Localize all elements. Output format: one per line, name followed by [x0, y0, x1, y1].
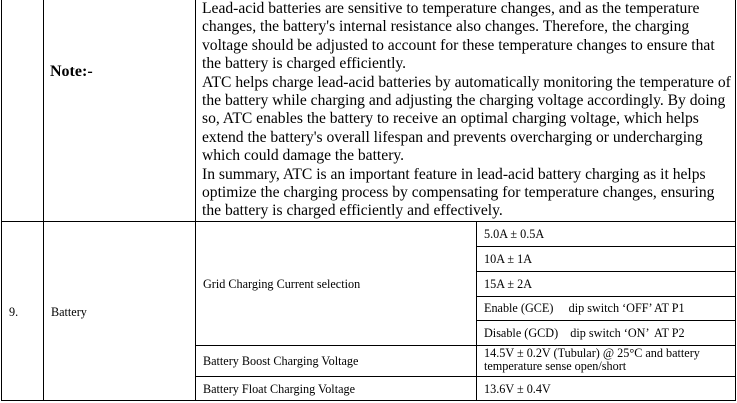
grid-charging-label: Grid Charging Current selection: [203, 277, 361, 291]
grid-option: 5.0A ± 0.5A: [484, 227, 545, 241]
column-divider-2: [195, 0, 196, 401]
float-voltage-value: 13.6V ± 0.4V: [484, 382, 551, 396]
grid-option: 15A ± 2A: [484, 277, 532, 291]
row-divider-float: [195, 376, 736, 377]
table-border-left: [1, 0, 2, 401]
row-divider-grid-2: [476, 271, 736, 272]
table-border-bottom: [1, 400, 736, 401]
grid-option: Enable (GCE) dip switch ‘OFF’ AT P1: [484, 301, 685, 315]
column-divider-3: [476, 222, 477, 401]
row-divider-grid-4: [476, 320, 736, 321]
note-paragraph: Lead-acid batteries are sensitive to temperature changes, and as the temperature changes, the battery's internal resistance also changes. Therefore, the charging voltage should be adjusted to account for these temperature changes to ensure that the battery is charged efficiently.: [202, 0, 715, 73]
row-divider-note: [1, 221, 736, 222]
note-label: Note:-: [50, 63, 93, 80]
boost-voltage-value: 14.5V ± 0.2V (Tubular) @ 25°C and battery temperature sense open/short: [484, 346, 700, 373]
grid-option: Disable (GCD) dip switch ‘ON’ AT P2: [484, 326, 685, 340]
boost-voltage-label: Battery Boost Charging Voltage: [203, 354, 359, 368]
serial-number: 9.: [9, 305, 19, 319]
row-divider-grid-3: [476, 296, 736, 297]
parameter-name: Battery: [51, 305, 87, 319]
note-paragraph: ATC helps charge lead-acid batteries by automatically monitoring the temperature of the battery while charging and adjusting the charging voltage accordingly. By doing so, ATC enables the battery to receive an optimal charging voltage, which helps extend the battery's overall lifespan and prevents overcharging or undercharging which could damage the battery.: [202, 73, 731, 165]
float-voltage-label: Battery Float Charging Voltage: [203, 382, 355, 396]
note-paragraph: In summary, ATC is an important feature in lead-acid battery charging as it helps optimize the charging process by compensating for temperature changes, ensuring the battery is charged efficiently and effectively.: [202, 165, 715, 220]
note-text: [202, 0, 734, 221]
column-divider-1: [43, 0, 44, 401]
row-divider-grid-1: [476, 246, 736, 247]
grid-option: 10A ± 1A: [484, 252, 532, 266]
table-border-right: [735, 0, 736, 401]
